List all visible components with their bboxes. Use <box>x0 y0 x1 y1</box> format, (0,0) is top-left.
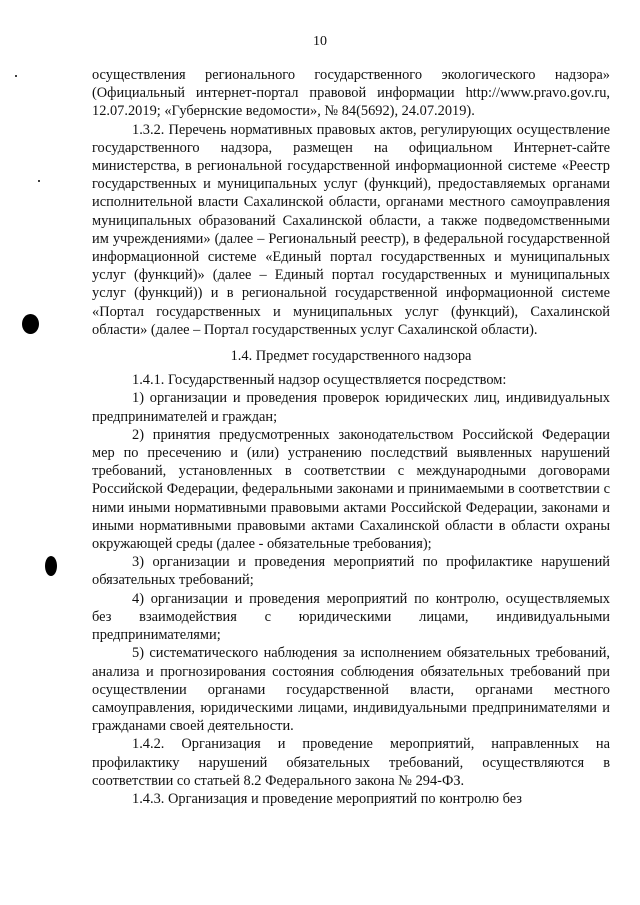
page-number: 10 <box>313 34 327 49</box>
section-heading: 1.4. Предмет государственного надзора <box>230 348 472 365</box>
punch-hole-lower <box>45 556 57 576</box>
paragraph-1-4-3: 1.4.3. Организация и проведение мероприятий по контролю без <box>132 790 522 807</box>
document-body <box>92 66 610 808</box>
list-item-1: 1) организации и проведения проверок юридических лиц, индивидуальных предпринимателей и граждан; <box>92 390 610 425</box>
paragraph-1-3-2: 1.3.2. Перечень нормативных правовых актов, регулирующих осуществление государственного надзора, размещен на официальном Интернет-сайте министерства, в региональной государственной информационной системе «Реестр государственных и муниципальных услуг (функций), предоставляемых органами исполнительной власти Сахалинской области, органами местного самоуправления муниципальных образований Сахалинской области, а также подведомственными им учреждениями» (далее – Региональный реестр), в федеральной государственной информационной системе «Единый портал государственных и муниципальных услуг (функций)» (далее – Единый портал государственных и муниципальных услуг (функций)) и в региональной государственной информационной системе «Портал государственных и муниципальных услуг (функций), Сахалинской области» (далее – Портал государственных услуг Сахалинской области). <box>92 121 610 338</box>
scan-speck <box>15 75 17 77</box>
scan-speck <box>38 180 40 182</box>
list-item-4: 4) организации и проведения мероприятий по контролю, осуществляемых без взаимодействия с юридическими лицами, индивидуальными предпринимателями; <box>92 590 610 644</box>
list-item-5: 5) систематического наблюдения за исполнением обязательных требований, анализа и прогнозирования состояния соблюдения обязательных требований при осуществлении органами государственной власти, органами местного самоуправления, юридическими лицами, индивидуальными предпринимателями и гражданами своей деятельности. <box>92 645 610 735</box>
list-item-3: 3) организации и проведения мероприятий по профилактике нарушений обязательных требований; <box>92 554 610 589</box>
punch-hole-upper <box>22 314 39 334</box>
paragraph-1-4-1: 1.4.1. Государственный надзор осуществляется посредством: <box>132 372 507 389</box>
list-item-2: 2) принятия предусмотренных законодательством Российской Федерации мер по пресечению и (или) устранению последствий выявленных нарушений требований, установленных в соответствии с международными договорами Российской Федерации, федеральными законами и принимаемыми в соответствии с ними иными нормативными правовыми актами Российской Федерации, законами и иными нормативными правовыми актами Сахалинской области в области охраны окружающей среды (далее - обязательные требования); <box>92 426 610 553</box>
paragraph-continuation: осуществления регионального государственного экологического надзора» (Официальный интернет-портал правовой информации http://www.pravo.gov.ru, 12.07.2019; «Губернские ведомости», № 84(5692), 24.07.2019). <box>92 67 610 120</box>
paragraph-1-4-2: 1.4.2. Организация и проведение мероприятий, направленных на профилактику нарушений обязательных требований, осуществляются в соответствии со статьей 8.2 Федерального закона № 294-ФЗ. <box>92 736 610 789</box>
